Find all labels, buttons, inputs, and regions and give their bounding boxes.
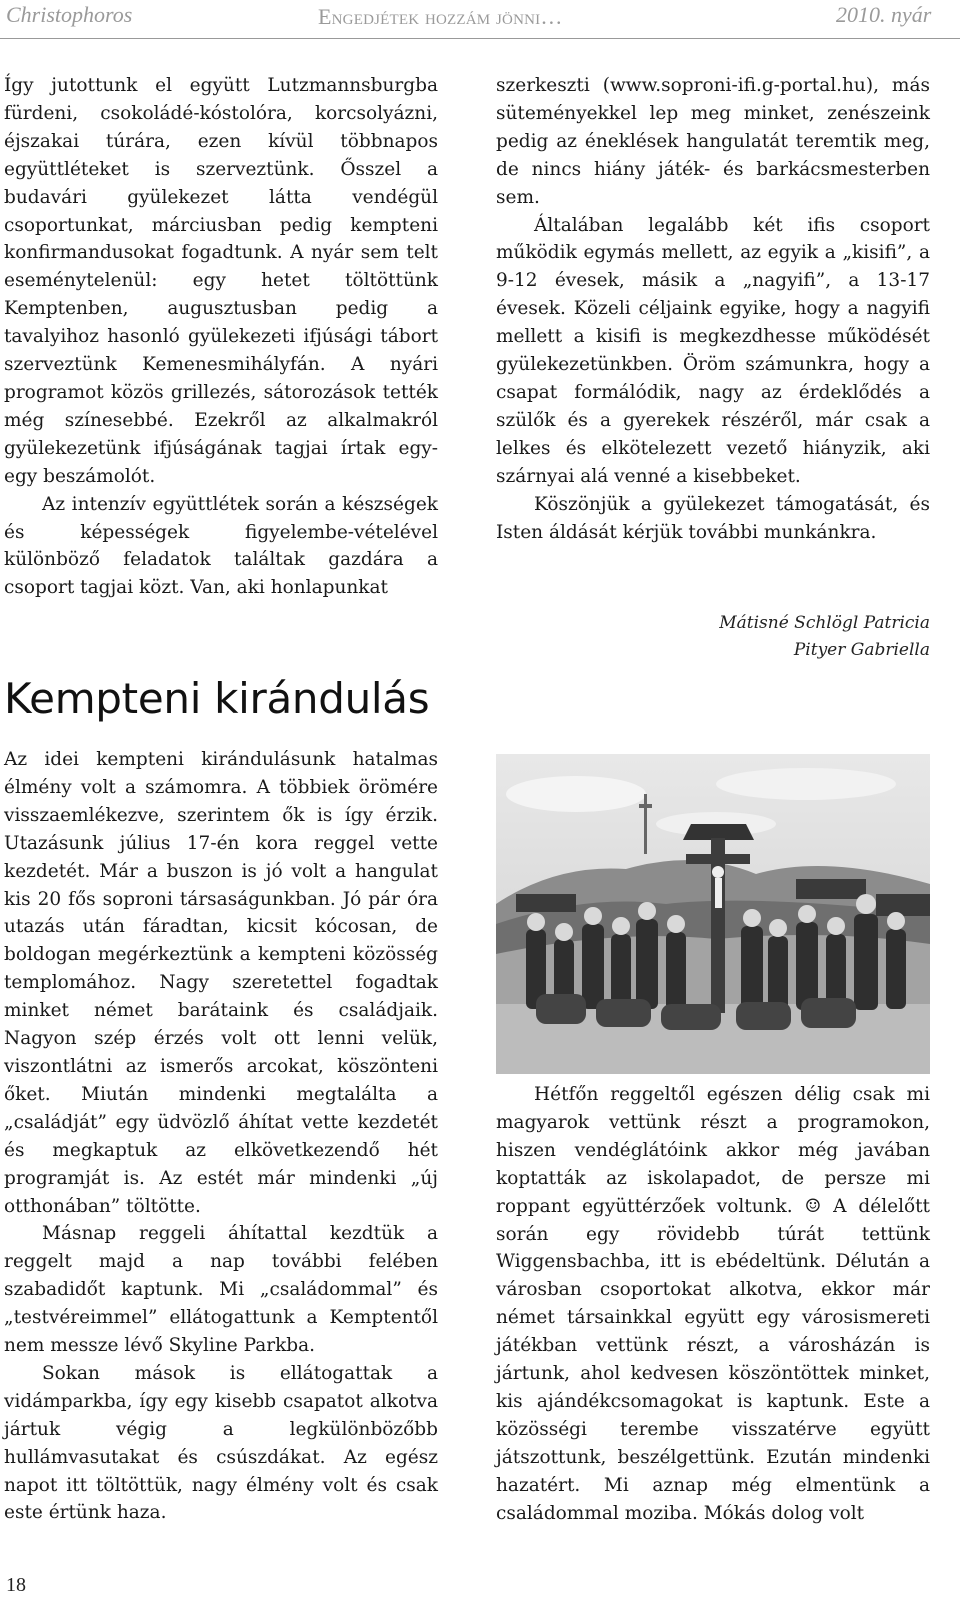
- intro-paragraph-3: szerkeszti (www.soproni-ifi.g-portal.hu), más süteményekkel lep meg minket, zenészeink pedig az éneklések hangulatát teremtik meg, de nincs hiány játék- és barkácsmesterben sem.: [496, 75, 930, 208]
- article-paragraph-1: Az idei kempteni kirándulásunk hatalmas élmény volt a számomra. A többiek örömére visszaemlékezve, szerintem ők is így érzik. Utazásunk július 17-én kora reggel vette kezdetét. Már a buszon is jó volt a hangulat kis 20 fős soproni társaságunkban. Jó pár óra utazás után fáradtan, kicsit kócosan, de boldogan megérkeztünk a kempteni közösség templomához. Nagy szeretettel fogadtak minket német barátaink és családjaik. Nagyon szép érzés volt ott lenni velük, viszontlátni az ismerős arcokat, köszönteni őket. Miután mindenki megtalálta a „családját” egy üdvözlő áhítat vette kezdetét és megkaptuk az elkövetkezendő hét programját is. Az estét már mindenki „új otthonában” töltötte.: [4, 749, 438, 1217]
- article-paragraph-3: Sokan mások is ellátogattak a vidámparkba, így egy kisebb csapatot alkotva jártuk végig a legkülönbözőbb hullámvasutakat és csúszdákat. Az egész napot itt töltöttük, nagy élmény volt és csak este értünk haza.: [4, 1362, 438, 1524]
- article-paragraph-4: Hétfőn reggeltől egészen délig csak mi magyarok vettünk részt a programokon, hiszen vendéglátóink akkor még javában koptatták az iskolapadot, de persze mi roppant együttérzőek voltunk. ☺ A délelőtt során egy rövidebb túrát tettünk Wiggensbachba, itt is ebédeltünk. Délután a városban csoportokat alkotva, ekkor már német társainkkal együtt egy városismereti játékban vettünk részt, a városházán is jártunk, ahol kedvesen köszöntöttek minket, kis ajándékcsomagokat is kaptunk. Este a közösségi terembe visszatérve együtt játszottunk, beszélgettünk. Ezután mindenki hazatért. Mi aznap még elmentünk a családommal moziba. Mókás dolog volt: [496, 1084, 930, 1524]
- intro-paragraph-2: Az intenzív együttlétek során a készségek és képességek figyelembe-vételével különböző feladatok találtak gazdára a csoport tagjai közt. Van, aki honlapunkat: [4, 493, 438, 599]
- page-header: [0, 0, 960, 39]
- intro-right-column: [496, 72, 930, 546]
- article-right-column: [496, 1081, 930, 1528]
- group-photo: [496, 754, 930, 1074]
- page-number: 18: [6, 1574, 26, 1596]
- header-issue: 2010. nyár: [836, 2, 932, 27]
- article-title: Kempteni kirándulás: [4, 674, 430, 723]
- intro-paragraph-4: Általában legalább két ifis csoport működik egymás mellett, az egyik a „kisifi”, a 9-12 évesek, másik a „nagyifi”, a 13-17 évesek. Közeli céljaink egyike, hogy a nagyifi mellett a kisifi is megkezdhesse működését gyülekezetünkben. Öröm számunkra, hogy a csapat formálódik, nagy az érdeklődés a szülők és a gyerekek részéről, már csak a lelkes és elkötelezett vezető hiányzik, aki szárnyai alá venné a kisebbeket.: [496, 214, 930, 487]
- intro-left-column: [4, 72, 438, 602]
- header-magazine-name: Christophoros: [6, 2, 133, 27]
- article-paragraph-2: Másnap reggeli áhítattal kezdtük a reggelt majd a nap további felében szabadidőt kaptunk. Mi „családommal” és „testvéreimmel” ellátogattunk a Kemptentől nem messze lévő Skyline Parkba.: [4, 1223, 438, 1357]
- header-title: Engedjétek hozzám jönni…: [318, 4, 563, 29]
- article-left-column: [4, 746, 438, 1527]
- intro-paragraph-1: Így jutottunk el együtt Lutzmannsburgba fürdeni, csokoládé-kóstolóra, korcsolyázni, éjszakai túrára, ezen kívül többnapos együttléteket is szerveztünk. Ősszel a budavári gyülekezet látta vendégül csoportunkat, márciusban pedig kempteni konfirmandusokat fogadtunk. A nyár sem telt eseménytelenül: egy hetet töltöttünk Kemptenben, augusztusban pedig a tavalyihoz hasonló gyülekezeti ifjúsági tábort szerveztünk Kemenesmihályfán. A nyári programot közös grillezés, sátorozások tették még színesebbé. Ezekről az alkalmakról gyülekezetünk ifjúságának tagjai írtak egy-egy beszámolót.: [4, 75, 438, 487]
- signatures: [719, 610, 930, 664]
- signature-1: Mátisné Schlögl Patricia: [719, 613, 930, 633]
- group-photo-image: [496, 754, 930, 1074]
- intro-paragraph-5: Köszönjük a gyülekezet támogatását, és Isten áldását kérjük további munkánkra.: [496, 493, 930, 543]
- signature-2: Pityer Gabriella: [793, 640, 930, 660]
